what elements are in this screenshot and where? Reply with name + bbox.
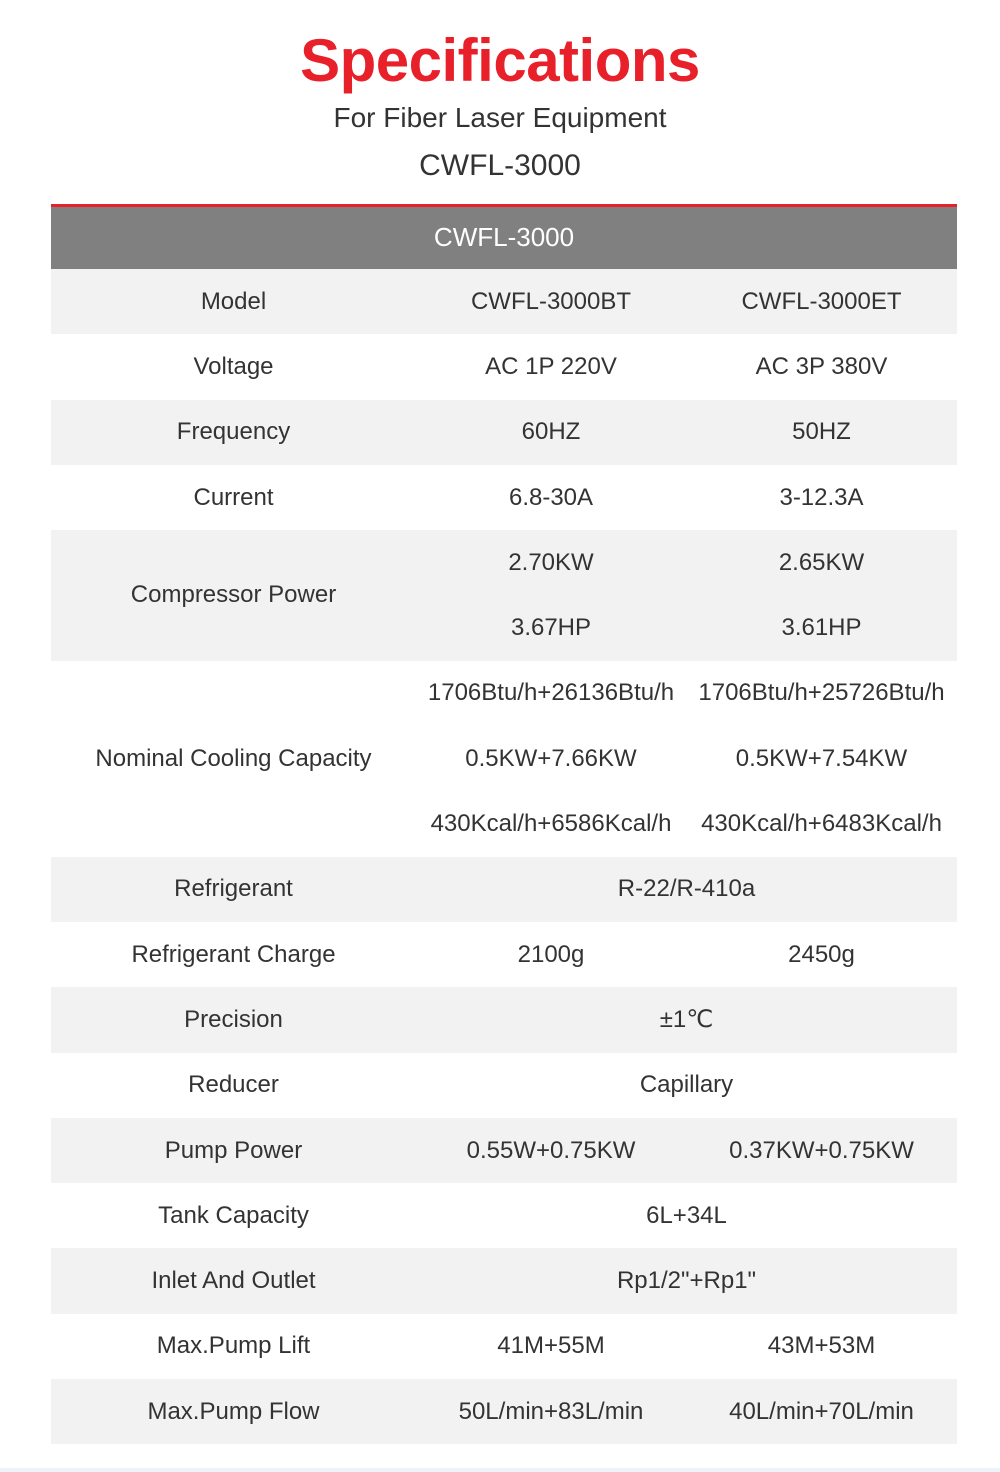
row-value-bt — [416, 530, 686, 661]
row-label: Voltage — [193, 352, 274, 380]
row-value-bt — [416, 400, 686, 465]
table-row — [51, 922, 957, 987]
row-label: Refrigerant — [174, 875, 293, 903]
value-line: 3-12.3A — [779, 483, 864, 511]
row-label: Reducer — [188, 1071, 279, 1099]
table-row — [51, 857, 957, 922]
row-value-bt — [416, 269, 686, 334]
row-value-et — [686, 334, 957, 399]
row-value-shared: ±1℃ — [659, 1006, 714, 1034]
value-line: 1706Btu/h+25726Btu/h — [698, 679, 945, 707]
table-row — [51, 1314, 957, 1379]
table-row — [51, 465, 957, 530]
row-label: Model — [200, 287, 267, 315]
specifications-table — [51, 204, 957, 1444]
row-value-bt — [416, 1314, 686, 1379]
value-line: 0.37KW+0.75KW — [729, 1136, 914, 1164]
table-row — [51, 1379, 957, 1444]
row-value-et — [686, 1118, 957, 1183]
table-header: CWFL-3000 — [51, 204, 957, 269]
value-line: 43M+53M — [767, 1332, 876, 1360]
row-value-et — [686, 661, 957, 857]
value-line: 2.65KW — [778, 548, 865, 576]
row-value-et — [686, 1314, 957, 1379]
row-value-bt — [416, 661, 686, 857]
value-line: 0.55W+0.75KW — [466, 1136, 636, 1164]
row-label: Max.Pump Flow — [147, 1397, 320, 1425]
value-line: 430Kcal/h+6483Kcal/h — [701, 810, 942, 838]
value-line: 3.61HP — [781, 614, 862, 642]
table-row — [51, 1248, 957, 1313]
row-value-et — [686, 530, 957, 661]
row-label: Compressor Power — [130, 581, 337, 609]
row-value-bt — [416, 1379, 686, 1444]
page-header — [0, 0, 1000, 204]
row-value-et — [686, 465, 957, 530]
row-label: Tank Capacity — [158, 1201, 309, 1229]
table-row — [51, 269, 957, 334]
row-label: Inlet And Outlet — [151, 1267, 316, 1295]
value-line: 6.8-30A — [508, 483, 594, 511]
value-line: AC 3P 380V — [755, 352, 888, 380]
table-row — [51, 1053, 957, 1118]
value-line: 0.5KW+7.54KW — [735, 744, 908, 772]
row-label: Frequency — [176, 418, 291, 446]
table-body — [51, 269, 957, 1444]
row-value-shared: Rp1/2"+Rp1" — [616, 1267, 757, 1295]
row-value-shared: R-22/R-410a — [617, 875, 756, 903]
row-label: Refrigerant Charge — [131, 940, 336, 968]
page-title: Specifications — [300, 27, 700, 94]
row-value-et — [686, 1379, 957, 1444]
row-value-bt — [416, 334, 686, 399]
value-line: AC 1P 220V — [485, 352, 617, 380]
value-line: 1706Btu/h+26136Btu/h — [427, 679, 675, 707]
value-line: CWFL-3000BT — [470, 287, 632, 315]
row-value-et — [686, 400, 957, 465]
value-line: CWFL-3000ET — [741, 287, 902, 315]
value-line: 2450g — [788, 940, 855, 968]
row-label: Max.Pump Lift — [156, 1332, 311, 1360]
row-label: Precision — [184, 1005, 283, 1033]
value-line: 50HZ — [792, 418, 851, 446]
value-line: 41M+55M — [497, 1332, 605, 1360]
row-label: Nominal Cooling Capacity — [95, 744, 372, 772]
table-row — [51, 1183, 957, 1248]
row-value-bt — [416, 465, 686, 530]
table-row — [51, 530, 957, 661]
table-row — [51, 661, 957, 857]
row-label: Pump Power — [164, 1136, 303, 1164]
value-line: 2100g — [517, 940, 585, 968]
table-row — [51, 400, 957, 465]
value-line: 2.70KW — [508, 548, 594, 576]
row-value-bt — [416, 1118, 686, 1183]
value-line: 3.67HP — [510, 614, 592, 642]
row-value-shared: Capillary — [639, 1071, 734, 1099]
value-line: 430Kcal/h+6586Kcal/h — [430, 810, 672, 838]
value-line: 0.5KW+7.66KW — [465, 744, 637, 772]
row-value-bt — [416, 922, 686, 987]
row-value-et — [686, 922, 957, 987]
table-row — [51, 334, 957, 399]
value-line: 40L/min+70L/min — [729, 1397, 914, 1425]
model-name: CWFL-3000 — [419, 149, 581, 182]
table-row — [51, 987, 957, 1052]
bottom-divider — [0, 1468, 1000, 1472]
value-line: 60HZ — [521, 418, 581, 446]
row-label: Current — [193, 483, 274, 511]
table-row — [51, 1118, 957, 1183]
row-value-shared: 6L+34L — [646, 1201, 727, 1229]
page-subtitle: For Fiber Laser Equipment — [333, 102, 667, 133]
value-line: 50L/min+83L/min — [458, 1397, 644, 1425]
row-value-et — [686, 269, 957, 334]
